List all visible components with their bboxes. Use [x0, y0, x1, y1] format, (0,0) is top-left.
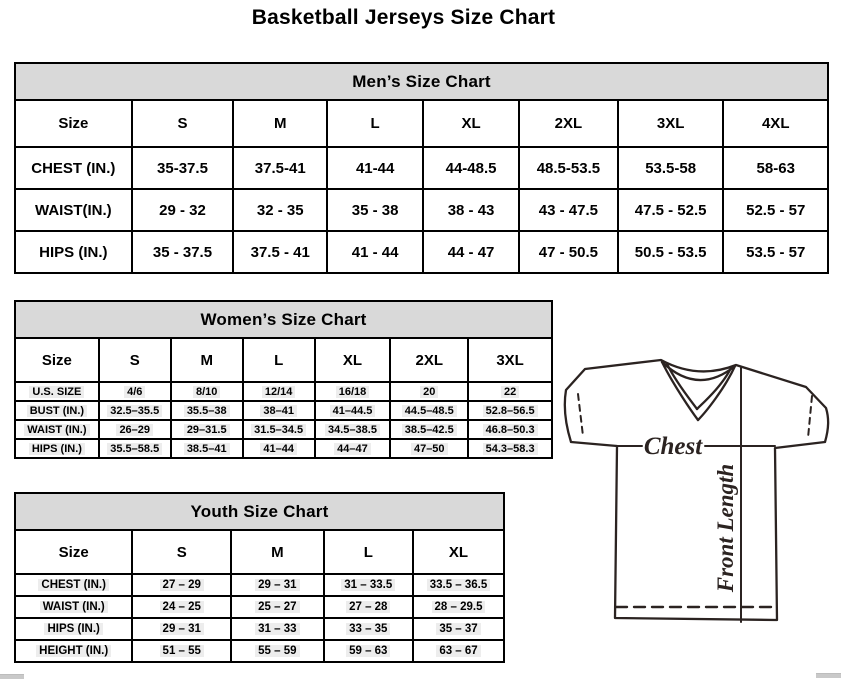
youth-table-row: [15, 574, 504, 596]
youth-column-header: XL: [413, 530, 504, 574]
youth-column-header: S: [132, 530, 231, 574]
womens-table-row: [15, 439, 552, 458]
womens-value-cell: 4/6: [99, 382, 171, 401]
womens-value-cell: 34.5–38.5: [315, 420, 391, 439]
youth-value-cell: 63 – 67: [413, 640, 504, 662]
youth-row-label: WAIST (IN.): [15, 596, 132, 618]
mens-value-cell: 32 - 35: [233, 189, 327, 231]
youth-value-cell: 51 – 55: [132, 640, 231, 662]
mens-column-header: S: [132, 100, 234, 147]
womens-value-cell: 35.5–38: [171, 401, 243, 420]
womens-value-cell: 12/14: [243, 382, 315, 401]
horizontal-scrollbar-fragment-left[interactable]: [0, 674, 24, 679]
youth-value-cell: 31 – 33.5: [324, 574, 413, 596]
mens-column-header: 3XL: [618, 100, 724, 147]
mens-column-header: 2XL: [519, 100, 618, 147]
youth-row-label: HEIGHT (IN.): [15, 640, 132, 662]
womens-table-row: [15, 382, 552, 401]
womens-value-cell: 38.5–42.5: [390, 420, 468, 439]
womens-column-header: XL: [315, 338, 391, 382]
womens-column-header: Size: [15, 338, 99, 382]
youth-value-cell: 27 – 29: [132, 574, 231, 596]
youth-value-cell: 59 – 63: [324, 640, 413, 662]
mens-value-cell: 35 - 38: [327, 189, 423, 231]
mens-value-cell: 48.5-53.5: [519, 147, 618, 189]
mens-table-row: [15, 231, 828, 273]
womens-row-label: BUST (IN.): [15, 401, 99, 420]
youth-column-header: L: [324, 530, 413, 574]
womens-value-cell: 38–41: [243, 401, 315, 420]
youth-value-cell: 33.5 – 36.5: [413, 574, 504, 596]
page-title: Basketball Jerseys Size Chart: [251, 6, 556, 29]
mens-size-table: [14, 62, 829, 274]
jersey-body-outline: [565, 360, 828, 620]
mens-value-cell: 50.5 - 53.5: [618, 231, 724, 273]
mens-value-cell: 41 - 44: [327, 231, 423, 273]
mens-value-cell: 38 - 43: [423, 189, 519, 231]
womens-value-cell: 20: [390, 382, 468, 401]
mens-column-header: L: [327, 100, 423, 147]
mens-section-header: Men’s Size Chart: [15, 63, 828, 100]
youth-value-cell: 31 – 33: [231, 618, 323, 640]
womens-value-cell: 29–31.5: [171, 420, 243, 439]
mens-value-cell: 47 - 50.5: [519, 231, 618, 273]
mens-value-cell: 41-44: [327, 147, 423, 189]
youth-value-cell: 29 – 31: [231, 574, 323, 596]
womens-value-cell: 32.5–35.5: [99, 401, 171, 420]
womens-column-header: M: [171, 338, 243, 382]
womens-table-row: [15, 420, 552, 439]
mens-value-cell: 35 - 37.5: [132, 231, 234, 273]
womens-size-table: [14, 300, 553, 459]
womens-value-cell: 46.8–50.3: [468, 420, 552, 439]
mens-value-cell: 35-37.5: [132, 147, 234, 189]
mens-value-cell: 52.5 - 57: [723, 189, 828, 231]
youth-row-label: HIPS (IN.): [15, 618, 132, 640]
mens-column-header: M: [233, 100, 327, 147]
womens-column-header: L: [243, 338, 315, 382]
youth-table-row: [15, 640, 504, 662]
womens-column-header: 2XL: [390, 338, 468, 382]
womens-column-header: 3XL: [468, 338, 552, 382]
youth-value-cell: 55 – 59: [231, 640, 323, 662]
womens-value-cell: 31.5–34.5: [243, 420, 315, 439]
youth-row-label: CHEST (IN.): [15, 574, 132, 596]
youth-size-table: [14, 492, 505, 663]
jersey-outline-svg: [556, 356, 841, 668]
mens-table-row: [15, 147, 828, 189]
womens-section-header: Women’s Size Chart: [15, 301, 552, 338]
womens-row-label: WAIST (IN.): [15, 420, 99, 439]
youth-value-cell: 29 – 31: [132, 618, 231, 640]
mens-value-cell: 44-48.5: [423, 147, 519, 189]
mens-row-label: HIPS (IN.): [15, 231, 132, 273]
mens-value-cell: 29 - 32: [132, 189, 234, 231]
womens-value-cell: 41–44: [243, 439, 315, 458]
mens-value-cell: 44 - 47: [423, 231, 519, 273]
womens-value-cell: 8/10: [171, 382, 243, 401]
youth-value-cell: 27 – 28: [324, 596, 413, 618]
womens-value-cell: 26–29: [99, 420, 171, 439]
mens-row-label: CHEST (IN.): [15, 147, 132, 189]
mens-value-cell: 47.5 - 52.5: [618, 189, 724, 231]
front-length-label: Front Length: [713, 463, 738, 593]
youth-value-cell: 24 – 25: [132, 596, 231, 618]
youth-column-header: M: [231, 530, 323, 574]
mens-column-header: XL: [423, 100, 519, 147]
womens-value-cell: 52.8–56.5: [468, 401, 552, 420]
mens-value-cell: 53.5-58: [618, 147, 724, 189]
womens-value-cell: 16/18: [315, 382, 391, 401]
womens-row-label: HIPS (IN.): [15, 439, 99, 458]
youth-value-cell: 33 – 35: [324, 618, 413, 640]
jersey-diagram: [556, 356, 841, 668]
youth-value-cell: 35 – 37: [413, 618, 504, 640]
youth-value-cell: 25 – 27: [231, 596, 323, 618]
womens-value-cell: 35.5–58.5: [99, 439, 171, 458]
youth-table-row: [15, 596, 504, 618]
chest-label: Chest: [643, 433, 703, 460]
youth-table-row: [15, 618, 504, 640]
youth-value-cell: 28 – 29.5: [413, 596, 504, 618]
womens-value-cell: 44.5–48.5: [390, 401, 468, 420]
mens-value-cell: 37.5 - 41: [233, 231, 327, 273]
womens-value-cell: 22: [468, 382, 552, 401]
mens-value-cell: 37.5-41: [233, 147, 327, 189]
youth-column-header: Size: [15, 530, 132, 574]
horizontal-scrollbar-fragment-right[interactable]: [816, 673, 841, 678]
womens-row-label: U.S. SIZE: [15, 382, 99, 401]
mens-value-cell: 53.5 - 57: [723, 231, 828, 273]
womens-value-cell: 47–50: [390, 439, 468, 458]
mens-value-cell: 58-63: [723, 147, 828, 189]
womens-value-cell: 44–47: [315, 439, 391, 458]
womens-column-header: S: [99, 338, 171, 382]
mens-table-row: [15, 189, 828, 231]
womens-value-cell: 41–44.5: [315, 401, 391, 420]
womens-value-cell: 38.5–41: [171, 439, 243, 458]
youth-section-header: Youth Size Chart: [15, 493, 504, 530]
womens-table-row: [15, 401, 552, 420]
womens-value-cell: 54.3–58.3: [468, 439, 552, 458]
mens-column-header: Size: [15, 100, 132, 147]
mens-value-cell: 43 - 47.5: [519, 189, 618, 231]
mens-column-header: 4XL: [723, 100, 828, 147]
mens-row-label: WAIST(IN.): [15, 189, 132, 231]
